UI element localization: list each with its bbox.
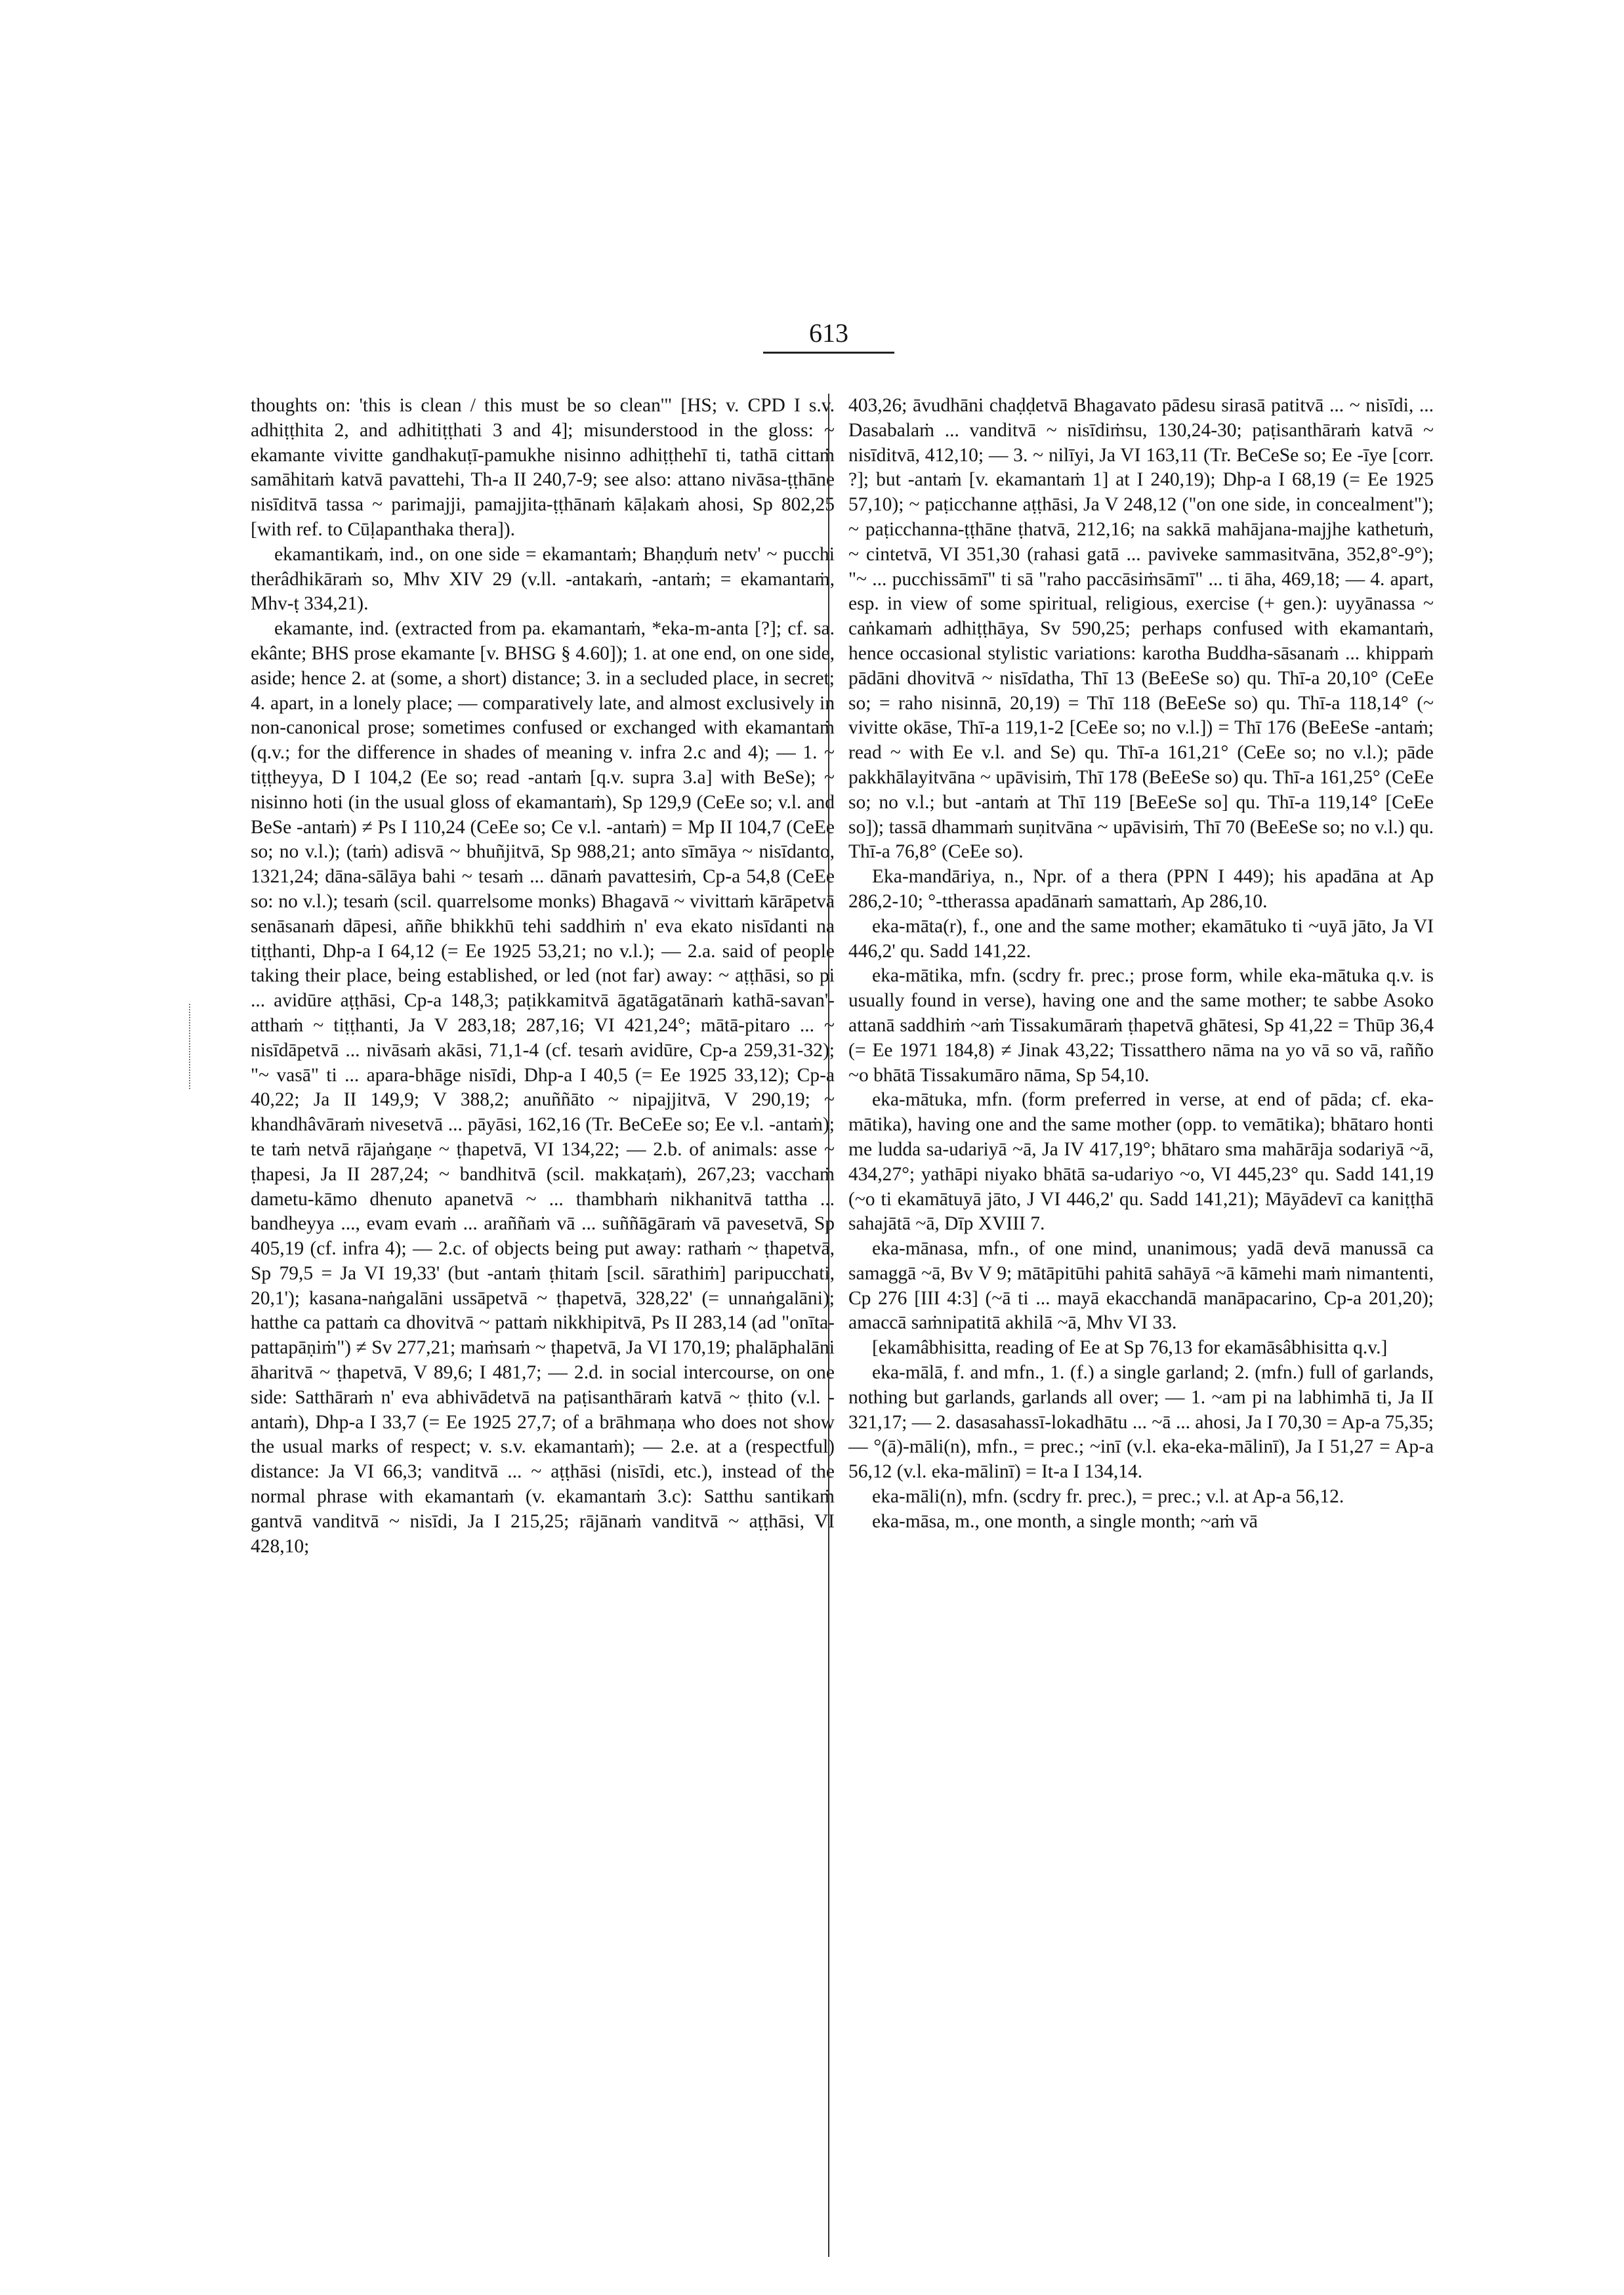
- entry-eka-masa: eka-māsa, m., one month, a single month; ~aṁ vā: [872, 1510, 1258, 1532]
- page-number: 613: [809, 318, 848, 348]
- entry-eka-manasa: eka-mānasa, mfn., of one mind, unanimous; yadā devā manussā ca samaggā ~ā, Bv V 9; mātāpitūhi pahitā sahāyā ~ā kāmehi maṁ nimantenti, Cp 276 [III 4:3] (~ā ti ... mayā ekacchandā manāpacarino, Cp-a 201,20); amaccā saṁnipatitā akhilā ~ā, Mhv VI 33.: [848, 1238, 1434, 1334]
- entry-ekamantikam: ekamantikaṁ, ind., on one side = ekamantaṁ; Bhaṇḍuṁ netv' ~ pucchi therâdhikāraṁ so, Mhv XIV 29 (v.ll. -antakaṁ, -antaṁ; = ekamantaṁ, Mhv-ṭ 334,21).: [251, 543, 835, 615]
- left-column: [251, 394, 835, 1559]
- entry-eka-mandariya: Eka-mandāriya, n., Npr. of a thera (PPN I 449); his apadāna at Ap 286,2-10; °-ttherassa apadānaṁ samattaṁ, Ap 286,10.: [848, 866, 1434, 912]
- entry-ekamabhisitta: [ekamâbhisitta, reading of Ee at Sp 76,13 for ekamāsâbhisitta q.v.]: [872, 1337, 1388, 1359]
- page-number-rule: [763, 352, 894, 354]
- entry-eka-malin: eka-māli(n), mfn. (scdry fr. prec.), = prec.; v.l. at Ap-a 56,12.: [872, 1486, 1344, 1508]
- entry-ekamante: ekamante, ind. (extracted from pa. ekamantaṁ, *eka-m-anta [?]; cf. sa. ekânte; BHS prose ekamante [v. BHSG § 4.60]); 1. at one end, on one side, aside; hence 2. at (some, a short) distance; 3. in a secluded place, in secret; 4. apart, in a lonely place; — comparatively late, and almost exclusively in non-canonical prose; sometimes confused or exchanged with ekamantaṁ (q.v.; for the difference in shades of meaning v. infra 2.c and 4); — 1. ~ tiṭṭheyya, D I 104,2 (Ee so; read -antaṁ [q.v. supra 3.a] with BeSe); ~ nisinno hoti (in the usual gloss of ekamantaṁ), Sp 129,9 (CeEe so; v.l. and BeSe -antaṁ) ≠ Ps I 110,24 (CeEe so; Ce v.l. -antaṁ) = Mp II 104,7 (CeEe so; no v.l.); (taṁ) adisvā ~ bhuñjitvā, Sp 988,21; anto sīmāya ~ nisīdanto, 1321,24; dāna-sālāya bahi ~ tesaṁ ... dānaṁ pavattesiṁ, Cp-a 54,8 (CeEe so: no v.l.); tesaṁ (scil. quarrelsome monks) Bhagavā ~ vivittaṁ kārāpetvā senāsanaṁ dāpesi, aññe bhikkhū tehi saddhiṁ n' eva ekato nisīdanti na tiṭṭhanti, Dhp-a I 64,12 (= Ee 1925 53,21; no v.l.); — 2.a. said of people taking their place, being established, or led (not far) away: ~ aṭṭhāsi, so pi ... avidūre aṭṭhāsi, Cp-a 148,3; paṭikkamitvā āgatāgatānaṁ kathā-savan'-atthaṁ ~ tiṭṭhanti, Ja V 283,18; 287,16; VI 421,24°; mātā-pitaro ... ~ nisīdāpetvā ... nivāsaṁ akāsi, 71,1-4 (cf. tesaṁ avidūre, Cp-a 259,31-32); "~ vasā" ti ... apara-bhāge nisīdi, Dhp-a I 40,5 (= Ee 1925 33,12); Cp-a 40,22; Ja II 149,9; V 388,2; anuññāto ~ nipajjitvā, V 290,19; ~ khandhâvāraṁ nivesetvā ... pāyāsi, 162,16 (Tr. BeCeEe so; Ee v.l. -antaṁ); te taṁ netvā rājaṅgaṇe ~ ṭhapetvā, VI 134,22; — 2.b. of animals: asse ~ ṭhapesi, Ja II 287,24; ~ bandhitvā (scil. makkaṭaṁ), 267,23; vacchaṁ dametu-kāmo dhenuto apanetvā ~ ... thambhaṁ nikhanitvā tattha ... bandheyya ..., evam evaṁ ... araññaṁ vā ... suññāgāraṁ vā pavesetvā, Sp 405,19 (cf. infra 4); — 2.c. of objects being put away: rathaṁ ~ ṭhapetvā, Sp 79,5 = Ja VI 19,33' (but -antaṁ ṭhitaṁ [scil. sārathiṁ] paripucchati, 20,1'); kasana-naṅgalāni ussāpetvā ~ ṭhapetvā, 328,22' (= unnaṅgalāni); hatthe ca pattaṁ ca dhovitvā ~ pattaṁ nikkhipitvā, Ps II 283,14 (ad "onīta-pattapāṇiṁ") ≠ Sv 277,21; maṁsaṁ ~ ṭhapetvā, Ja VI 170,19; phalāphalāni āharitvā ~ ṭhapetvā, V 89,6; I 481,7; — 2.d. in social intercourse, on one side: Satthāraṁ n' eva abhivādetvā na paṭisanthāraṁ katvā ~ ṭhito (v.l. -antaṁ), Dhp-a I 33,7 (= Ee 1925 27,7; of a brāhmaṇa who does not show the usual marks of respect; v. s.v. ekamantaṁ); — 2.e. at a (respectful) distance: Ja VI 66,3; vanditvā ... ~ aṭṭhāsi (nisīdi, etc.), instead of the normal phrase with ekamantaṁ (v. ekamantaṁ 3.c): Satthu santikaṁ gantvā vanditvā ~ nisīdi, Ja I 215,25; rājānaṁ vanditvā ~ aṭṭhāsi, VI 428,10;: [251, 618, 835, 1557]
- column-divider: [828, 394, 829, 2257]
- entry-eka-matika: eka-mātika, mfn. (scdry fr. prec.; prose form, while eka-mātuka q.v. is usually found in verse), having one and the same mother; te sabbe Asoko attanā saddhiṁ ~aṁ Tissakumāraṁ ṭhapetvā ghātesi, Sp 41,22 = Thūp 36,4 (= Ee 1971 184,8) ≠ Jinak 43,22; Tissatthero nāma na yo vā so vā, rañño ~o bhātā Tissakumāro nāma, Sp 54,10.: [848, 965, 1434, 1086]
- entry-continuation: thoughts on: 'this is clean / this must be so clean'" [HS; v. CPD I s.v. adhiṭṭhita 2, and adhitiṭṭhati 3 and 4]; misunderstood in the gloss: ~ ekamante vivitte gandhakuṭī-pamukhe nisinno adhiṭṭhehī ti, tathā cittaṁ samāhitaṁ katvā pavattehi, Th-a II 240,7-9; see also: attano nivāsa-ṭṭhāne nisīditvā tassa ~ parimajji, pamajjita-ṭṭhānaṁ kāḷakaṁ ahosi, Sp 802,25 [with ref. to Cūḷapanthaka thera]).: [251, 395, 835, 540]
- entry-eka-mala: eka-mālā, f. and mfn., 1. (f.) a single garland; 2. (mfn.) full of garlands, nothing but garlands, garlands all over; — 1. ~am pi na labhimhā ti, Ja II 321,17; — 2. dasasahassī-lokadhātu ... ~ā ... ahosi, Ja I 70,30 = Ap-a 75,35; — °(ā)-māli(n), mfn., = prec.; ~inī (v.l. eka-eka-mālinī), Ja I 51,27 = Ap-a 56,12 (v.l. eka-mālinī) = It-a I 134,14.: [848, 1362, 1434, 1483]
- margin-mark: [189, 1004, 194, 1089]
- entry-eka-matuka: eka-mātuka, mfn. (form preferred in verse, at end of pāda; cf. eka-mātika), having one and the same mother (opp. to vemātika); bhātaro honti me ludda sa-udariyā ~ā, Ja IV 417,19°; bhātaro sma mahārāja sodariyā ~ā, 434,27°; yathāpi niyako bhātā sa-udariyo ~o, VI 445,23° qu. Sadd 141,19 (~o ti ekamātuyā jāto, J VI 446,2' qu. Sadd 141,21); Māyādevī ca kaniṭṭhā sahajātā ~ā, Dīp XVIII 7.: [848, 1089, 1434, 1235]
- entry-ekamante-continued: 403,26; āvudhāni chaḍḍetvā Bhagavato pādesu sirasā patitvā ... ~ nisīdi, ... Dasabalaṁ ... vanditvā ~ nisīdiṁsu, 130,24-30; paṭisanthāraṁ katvā ~ nisīditvā, 412,10; — 3. ~ nilīyi, Ja VI 163,11 (Tr. BeCeSe so; Ee -īye [corr. ?]; but -antaṁ [v. ekamantaṁ 1] at I 240,19); Dhp-a I 68,19 (= Ee 1925 57,10); ~ paṭicchanne aṭṭhāsi, Ja V 248,12 ("on one side, in concealment"); ~ paṭicchanna-ṭṭhāne ṭhatvā, 212,16; na sakkā mahājana-majjhe kathetuṁ, ~ cintetvā, VI 351,30 (rahasi gatā ... paviveke sammasitvāna, 352,8°-9°); "~ ... pucchissāmī" ti sā "raho paccāsiṁsāmī" ... ti āha, 469,18; — 4. apart, esp. in view of some spiritual, religious, exercise (+ gen.): uyyānassa ~ caṅkamaṁ adhiṭṭhāya, Sv 590,25; perhaps confused with ekamantaṁ, hence occasional stylistic variations: karotha Buddha-sāsanaṁ ... khippaṁ pādāni dhovitvā ~ nisīdatha, Thī 13 (BeEeSe so) qu. Thī-a 20,10° (CeEe so; = raho nisinnā, 20,19) = Thī 118 (BeEeSe so) qu. Thī-a 118,14° (~ vivitte okāse, Thī-a 119,1-2 [CeEe so; no v.l.]) = Thī 176 (BeEeSe -antaṁ; read ~ with Ee v.l. and Se) qu. Thī-a 161,21° (CeEe so; no v.l.); pāde pakkhālayitvāna ~ upāvisiṁ, Thī 178 (BeEeSe so) qu. Thī-a 161,25° (CeEe so; no v.l.; but -antaṁ at Thī 119 [BeEeSe so] qu. Thī-a 119,14° [CeEe so]); tassā dhammaṁ suṇitvāna ~ upāvisiṁ, Thī 70 (BeEeSe so; no v.l.) qu. Thī-a 76,8° (CeEe so).: [848, 395, 1434, 863]
- entry-eka-matar: eka-māta(r), f., one and the same mother; ekamātuko ti ~uyā jāto, Ja VI 446,2' qu. Sadd 141,22.: [848, 915, 1434, 962]
- right-column: [848, 394, 1434, 1535]
